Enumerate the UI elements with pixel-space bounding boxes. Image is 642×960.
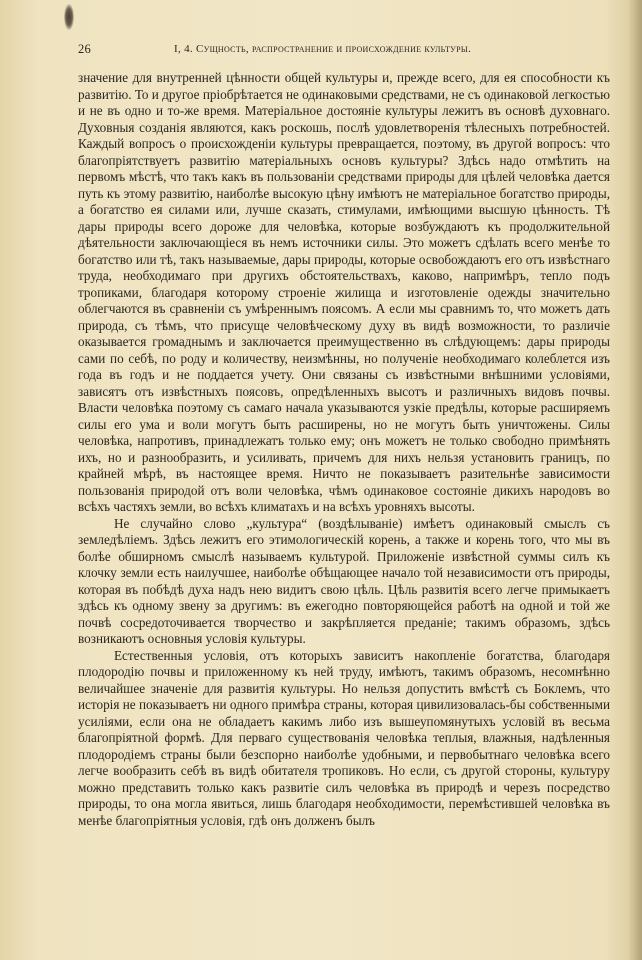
page-edge-shadow [628, 0, 642, 960]
ink-blot [64, 4, 74, 30]
paragraph-3: Естественныя условія, отъ которыхъ зависитъ накопленіе богатства, благодаря плодородію почвы и приложенному къ ней труду, имѣютъ, такимъ образомъ, несомнѣнно величайшее значеніе для развитія культуры. Но нельзя допустить вмѣстѣ съ Боклемъ, что исторія не показываетъ ни одного примѣра страны, которая цивилизовалась-бы собственными усиліями, если она не обладаетъ какимъ либо изъ вышеупомянутыхъ условій въ весьма благопріятной формѣ. Для перваго существованія человѣка теплыя, влажныя, надѣленныя плодородіемъ страны были безспорно наиболѣе удобными, и первобытнаго человѣка всего легче вообразить себѣ въ видѣ обитателя тропиковъ. Но если, съ другой стороны, культуру можно представить только какъ развитіе силъ человѣка въ природѣ и черезъ посредство природы, то она могла явиться, лишь благодаря необходимости, перемѣстившей человѣка въ менѣе благопріятныя условія, гдѣ онъ долженъ былъ [78, 647, 610, 828]
paragraph-1: значение для внутренней цѣнности общей культуры и, прежде всего, для ея способности къ развитію. То и другое пріобрѣтается не одинаковыми средствами, не съ одинаковой легкостью и не въ одно и то-же время. Матеріальное достояніе культуры лежитъ въ основѣ духовнаго. Духовныя созданія являются, какъ роскошь, послѣ удовлетворенія тѣлесныхъ потребностей. Каждый вопросъ о происхожденіи культуры превращается, поэтому, въ другой вопросъ: что благопріятствуетъ развитію матеріальныхъ основъ культуры? Здѣсь надо отмѣтить на первомъ мѣстѣ, что такъ какъ въ пользованіи средствами природы для цѣлей человѣка дается путь къ этому развитію, наиболѣе высокую цѣну имѣютъ не матеріальное богатство природы, а богатство ея силами или, лучше сказать, стимулами, имѣющими высшую цѣнность. Тѣ дары природы всего дороже для человѣка, которые возбуждаютъ къ продолжительной дѣятельности заключающіеся въ немъ источники силы. Это можетъ сдѣлать всего менѣе то богатство или тѣ, такъ называемые, дары природы, которые освобождаютъ его отъ извѣстнаго труда, необходимаго при другихъ обстоятельствахъ, каково, напримѣръ, тепло подъ тропиками, благодаря которому строеніе жилища и изготовленіе одежды значительно облегчаются въ сравненіи съ умѣреннымъ поясомъ. А если мы сравнимъ то, что можетъ дать природа, съ тѣмъ, что присуще человѣческому духу въ видѣ возможности, то различіе оказывается громаднымъ и заключается преимущественно въ слѣдующемъ: дары природы сами по себѣ, по роду и количеству, неизмѣнны, но полученіе необходимаго колеблется изъ года въ годъ и не поддается учету. Они связаны съ извѣстными внѣшними условіями, зависятъ отъ извѣстныхъ поясовъ, опредѣленныхъ высотъ и различныхъ видовъ почвы. Власти человѣка поэтому съ самаго начала указываются узкіе предѣлы, которые расширяемъ силы его ума и воли могутъ быть расширены, но не могутъ быть уничтожены. Силы человѣка, напротивъ, принадлежатъ только ему; онъ можетъ не только свободно примѣнять ихъ, но и разнообразить, и усиливать, причемъ для нихъ нельзя установить границъ, по крайней мѣрѣ, въ настоящее время. Ничто не показываетъ разительнѣе зависимости пользованія природой отъ воли человѣка, чѣмъ одинаковое состояніе дикихъ народовъ во всѣхъ частяхъ земли, во всѣхъ климатахъ и на всѣхъ уровняхъ высоты. [78, 70, 611, 514]
body-text [78, 70, 610, 829]
paragraph-2: Не случайно слово „культура“ (воздѣлываніе) имѣетъ одинаковый смыслъ съ земледѣліемъ. Здѣсь лежитъ его этимологическій корень, а также и корень того, что мы въ болѣе обширномъ смыслѣ называемъ культурой. Приложеніе извѣстной суммы силъ къ клочку земли есть наилучшее, наиболѣе обѣщающее начало той независимости отъ природы, которая въ побѣдѣ духа надъ нею видитъ свою цѣль. Цѣль развитія всего легче примыкаетъ здѣсь къ одному звену за другимъ: въ ежегодно повторяющейся работѣ на одной и той же почвѣ сосредоточивается творчество и закрѣпляется преданіе; такимъ образомъ, здѣсь возникаютъ основныя условія культуры. [78, 515, 610, 646]
page-header [78, 42, 608, 58]
running-head: I, 4. Сущность, распространение и происхождение культуры. [174, 43, 472, 55]
page-number: 26 [78, 42, 92, 56]
